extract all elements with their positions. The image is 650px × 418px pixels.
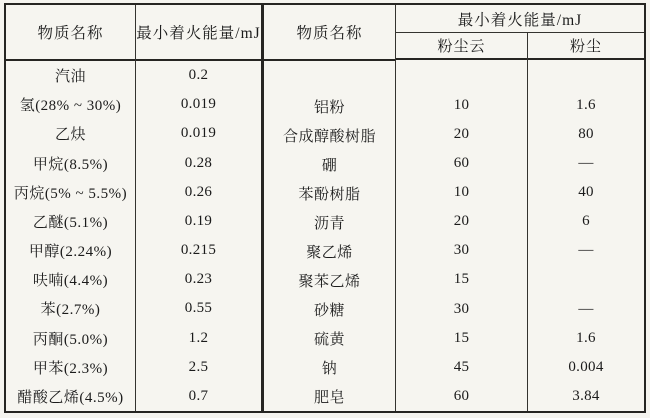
table-cell: 2.5 bbox=[188, 358, 209, 375]
dust-layer-column bbox=[528, 33, 644, 411]
table-cell: 0.2 bbox=[188, 67, 209, 84]
table-cell: 40 bbox=[578, 183, 594, 200]
right-table bbox=[264, 5, 644, 411]
table-cell: 6 bbox=[582, 213, 590, 230]
table-cell bbox=[528, 265, 644, 294]
table-cell: 醋酸乙烯(4.5%) bbox=[17, 389, 124, 406]
table-cell: 氢(28% ~ 30%) bbox=[19, 98, 122, 115]
table-cell: 汽油 bbox=[54, 69, 86, 86]
right-energy-group bbox=[396, 5, 644, 411]
table-cell: 30 bbox=[453, 242, 470, 259]
table-cell: 0.28 bbox=[184, 154, 213, 171]
table-cell: 呋喃(4.4%) bbox=[32, 273, 109, 290]
table-cell: 15 bbox=[453, 329, 470, 346]
left-energy-column bbox=[136, 5, 261, 411]
left-energy-header: 最小着火能量/mJ bbox=[136, 5, 261, 61]
dust-cloud-rows bbox=[396, 60, 527, 412]
table-cell: 硼 bbox=[321, 158, 338, 174]
dust-cloud-header: 粉尘云 bbox=[396, 33, 527, 60]
right-energy-header: 最小着火能量/mJ bbox=[396, 5, 644, 33]
table-cell: 20 bbox=[453, 125, 470, 142]
table-cell: 苯酚树脂 bbox=[298, 187, 361, 203]
dust-layer-header: 粉尘 bbox=[528, 33, 644, 60]
dust-layer-rows bbox=[528, 60, 644, 412]
table-cell: 乙炔 bbox=[54, 127, 86, 144]
table-cell: 0.23 bbox=[184, 271, 213, 288]
table-cell: 1.6 bbox=[576, 329, 596, 346]
table-cell: 80 bbox=[578, 125, 594, 142]
table-cell: 聚苯乙烯 bbox=[298, 274, 361, 290]
table-cell: 肥皂 bbox=[313, 390, 345, 406]
left-energy-rows bbox=[136, 61, 261, 411]
table-cell: 15 bbox=[453, 271, 470, 288]
ignition-energy-table bbox=[4, 3, 646, 413]
right-name-rows bbox=[264, 61, 395, 411]
table-cell: 甲苯(2.3%) bbox=[32, 360, 109, 377]
table-cell: 硫黄 bbox=[313, 332, 345, 348]
table-cell: 0.26 bbox=[184, 183, 213, 200]
table-cell: 0.55 bbox=[184, 300, 213, 317]
table-cell: 铝粉 bbox=[313, 100, 345, 116]
table-cell: 0.215 bbox=[180, 242, 217, 259]
left-name-rows bbox=[6, 61, 135, 411]
table-cell: 0.19 bbox=[184, 212, 213, 229]
dust-cloud-column bbox=[396, 33, 528, 411]
table-cell: 钠 bbox=[321, 361, 338, 377]
table-cell: 45 bbox=[453, 358, 470, 375]
table-cell: — bbox=[578, 242, 594, 259]
table-cell: 10 bbox=[453, 183, 470, 200]
table-cell: 聚乙烯 bbox=[306, 245, 353, 261]
table-cell: 0.7 bbox=[188, 387, 209, 404]
table-cell: 1.6 bbox=[576, 96, 596, 113]
table-cell: 丙烷(5% ~ 5.5%) bbox=[13, 185, 128, 202]
table-cell: 乙醚(5.1%) bbox=[32, 214, 109, 231]
table-cell: 丙酮(5.0%) bbox=[32, 331, 109, 348]
table-cell: 60 bbox=[453, 154, 470, 171]
table-cell: 甲烷(8.5%) bbox=[32, 156, 109, 173]
table-cell: 苯(2.7%) bbox=[40, 302, 101, 319]
left-name-column bbox=[6, 5, 136, 411]
table-cell: 合成醇酸树脂 bbox=[282, 129, 376, 145]
table-cell: 0.019 bbox=[180, 125, 217, 142]
table-cell: 0.019 bbox=[180, 96, 217, 113]
table-cell: 1.2 bbox=[188, 329, 209, 346]
left-name-header: 物质名称 bbox=[6, 5, 135, 61]
table-cell: 20 bbox=[453, 213, 470, 230]
table-cell: 30 bbox=[453, 300, 470, 317]
table-cell: 0.004 bbox=[568, 358, 604, 375]
table-cell: 10 bbox=[453, 96, 470, 113]
table-cell: 60 bbox=[453, 387, 470, 404]
table-cell: 甲醇(2.24%) bbox=[28, 244, 113, 261]
table-cell: 沥青 bbox=[313, 216, 345, 232]
right-name-header: 物质名称 bbox=[264, 5, 395, 61]
table-cell: 3.84 bbox=[572, 387, 600, 404]
right-name-column bbox=[264, 5, 396, 411]
table-cell: — bbox=[578, 154, 594, 171]
table-cell: — bbox=[578, 300, 594, 317]
table-cell: 砂糖 bbox=[313, 303, 345, 319]
left-table bbox=[6, 5, 264, 411]
